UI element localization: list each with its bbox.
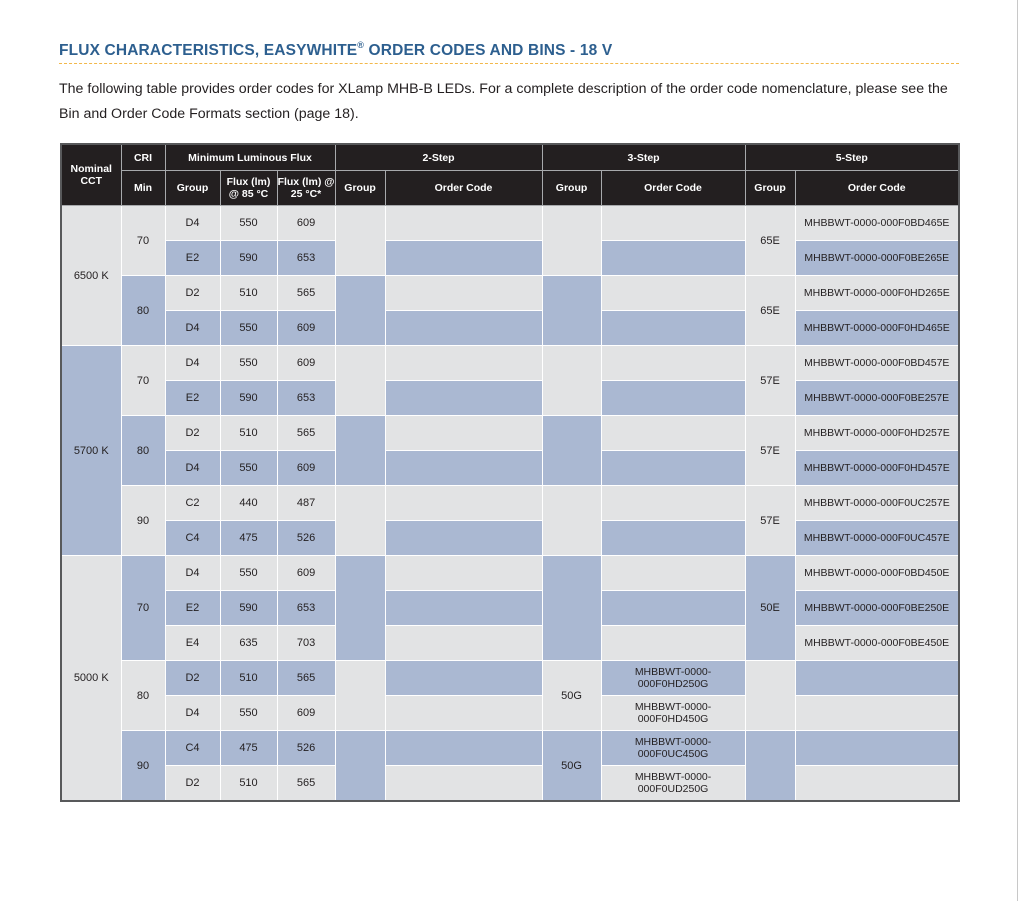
2step-code-cell [385,451,542,486]
header-5-step: 5-Step [745,144,959,171]
flux-group-cell: E4 [165,626,220,661]
2step-code-cell [385,311,542,346]
table-row [61,731,959,766]
table-row [61,661,959,696]
header-row-top [61,144,959,171]
flux-25c-cell: 526 [277,521,335,556]
5step-code-cell: MHBBWT-0000-000F0UC457E [795,521,959,556]
flux-25c-cell: 703 [277,626,335,661]
flux-85c-cell: 475 [220,521,277,556]
5step-code-cell: MHBBWT-0000-000F0HD457E [795,451,959,486]
cri-cell: 90 [121,731,165,802]
flux-group-cell: D2 [165,661,220,696]
title-divider [59,63,959,64]
header-3step-group: Group [542,171,601,206]
table-row [61,451,959,486]
3step-code-cell [601,626,745,661]
5step-group-cell [745,661,795,731]
table-row [61,276,959,311]
registered-mark: ® [357,40,365,50]
2step-group-cell [335,346,385,416]
flux-25c-cell: 487 [277,486,335,521]
cri-cell: 70 [121,346,165,416]
3step-code-cell [601,416,745,451]
header-nominal-cct: Nominal CCT [61,144,121,206]
flux-85c-cell: 475 [220,731,277,766]
flux-85c-cell: 550 [220,346,277,381]
header-cri: CRI [121,144,165,171]
5step-code-cell: MHBBWT-0000-000F0BE250E [795,591,959,626]
5step-code-cell: MHBBWT-0000-000F0BD457E [795,346,959,381]
2step-group-cell [335,731,385,802]
header-2-step: 2-Step [335,144,542,171]
header-5step-group: Group [745,171,795,206]
flux-group-cell: C2 [165,486,220,521]
flux-group-cell: C4 [165,521,220,556]
title-text: FLUX CHARACTERISTICS, EASYWHITE [59,42,358,60]
flux-group-cell: D4 [165,346,220,381]
table-row [61,311,959,346]
2step-code-cell [385,731,542,766]
flux-group-cell: D4 [165,696,220,731]
flux-25c-cell: 609 [277,696,335,731]
header-2step-group: Group [335,171,385,206]
header-flux-25c: Flux (lm) @ 25 °C* [277,171,335,206]
3step-code-cell [601,346,745,381]
5step-code-cell: MHBBWT-0000-000F0BE450E [795,626,959,661]
5step-group-cell: 57E [745,486,795,556]
2step-code-cell [385,276,542,311]
flux-25c-cell: 565 [277,661,335,696]
2step-code-cell [385,241,542,276]
table-row [61,381,959,416]
2step-group-cell [335,486,385,556]
flux-85c-cell: 590 [220,241,277,276]
table-row [61,486,959,521]
3step-code-cell: MHBBWT-0000-000F0UD250G [601,766,745,802]
5step-group-cell [745,731,795,802]
3step-group-cell [542,346,601,416]
5step-group-cell: 50E [745,556,795,661]
5step-code-cell [795,731,959,766]
table-row [61,591,959,626]
flux-group-cell: D4 [165,206,220,241]
flux-25c-cell: 565 [277,766,335,802]
2step-code-cell [385,626,542,661]
flux-group-cell: E2 [165,381,220,416]
5step-code-cell [795,661,959,696]
2step-code-cell [385,556,542,591]
table-row [61,241,959,276]
flux-85c-cell: 550 [220,206,277,241]
2step-group-cell [335,661,385,731]
2step-code-cell [385,416,542,451]
flux-85c-cell: 510 [220,661,277,696]
flux-25c-cell: 609 [277,556,335,591]
flux-group-cell: E2 [165,241,220,276]
5step-code-cell: MHBBWT-0000-000F0BE257E [795,381,959,416]
5step-code-cell [795,766,959,802]
flux-85c-cell: 440 [220,486,277,521]
cri-cell: 70 [121,206,165,276]
flux-85c-cell: 550 [220,696,277,731]
3step-code-cell [601,486,745,521]
intro-paragraph: The following table provides order codes for XLamp MHB-B LEDs. For a complete description of the order code nomenclature, please see the Bin and Order Code Formats section (page 18). [59,81,948,122]
2step-code-cell [385,206,542,241]
flux-25c-cell: 653 [277,381,335,416]
5step-code-cell [795,696,959,731]
flux-group-cell: D2 [165,766,220,802]
table-row [61,556,959,591]
page-edge-rule [1017,0,1018,901]
header-flux-85c: Flux (lm) @ 85 °C [220,171,277,206]
flux-25c-cell: 609 [277,451,335,486]
section-title [59,41,612,60]
2step-group-cell [335,206,385,276]
flux-group-cell: D2 [165,276,220,311]
3step-group-cell: 50G [542,731,601,802]
5step-code-cell: MHBBWT-0000-000F0HD465E [795,311,959,346]
header-min-flux: Minimum Luminous Flux [165,144,335,171]
3step-code-cell [601,381,745,416]
5step-code-cell: MHBBWT-0000-000F0BE265E [795,241,959,276]
5step-code-cell: MHBBWT-0000-000F0HD265E [795,276,959,311]
flux-85c-cell: 590 [220,381,277,416]
flux-group-cell: D4 [165,451,220,486]
2step-code-cell [385,591,542,626]
flux-group-cell: E2 [165,591,220,626]
2step-code-cell [385,346,542,381]
3step-group-cell [542,486,601,556]
3step-code-cell [601,521,745,556]
5step-group-cell: 57E [745,416,795,486]
cri-cell: 70 [121,556,165,661]
cct-cell: 6500 K [61,206,121,346]
cct-cell: 5700 K [61,346,121,556]
flux-group-cell: D2 [165,416,220,451]
flux-group-cell: D4 [165,556,220,591]
flux-25c-cell: 565 [277,276,335,311]
table-row [61,521,959,556]
header-5step-order-code: Order Code [795,171,959,206]
2step-code-cell [385,521,542,556]
flux-85c-cell: 550 [220,311,277,346]
table-row [61,766,959,802]
flux-25c-cell: 609 [277,346,335,381]
header-3step-order-code: Order Code [601,171,745,206]
table-row [61,346,959,381]
order-code-table [60,143,960,802]
3step-code-cell [601,206,745,241]
header-3-step: 3-Step [542,144,745,171]
flux-85c-cell: 510 [220,766,277,802]
2step-code-cell [385,381,542,416]
3step-group-cell [542,416,601,486]
flux-group-cell: C4 [165,731,220,766]
2step-group-cell [335,276,385,346]
flux-25c-cell: 609 [277,311,335,346]
cri-cell: 80 [121,276,165,346]
2step-group-cell [335,416,385,486]
3step-code-cell [601,556,745,591]
5step-group-cell: 57E [745,346,795,416]
flux-85c-cell: 510 [220,416,277,451]
2step-code-cell [385,661,542,696]
3step-code-cell: MHBBWT-0000-000F0HD250G [601,661,745,696]
flux-85c-cell: 550 [220,451,277,486]
cri-cell: 90 [121,486,165,556]
cri-cell: 80 [121,661,165,731]
3step-code-cell [601,451,745,486]
flux-25c-cell: 653 [277,241,335,276]
5step-group-cell: 65E [745,206,795,276]
2step-code-cell [385,766,542,802]
3step-group-cell [542,206,601,276]
order-code-table-wrapper [60,143,958,802]
header-row-sub [61,171,959,206]
3step-code-cell: MHBBWT-0000-000F0UC450G [601,731,745,766]
header-flux-group: Group [165,171,220,206]
title-text-suffix: ORDER CODES AND BINS - 18 V [364,42,613,60]
3step-code-cell [601,591,745,626]
2step-code-cell [385,486,542,521]
cri-cell: 80 [121,416,165,486]
cct-cell: 5000 K [61,556,121,802]
flux-85c-cell: 510 [220,276,277,311]
flux-25c-cell: 565 [277,416,335,451]
5step-group-cell: 65E [745,276,795,346]
3step-group-cell [542,276,601,346]
flux-85c-cell: 550 [220,556,277,591]
5step-code-cell: MHBBWT-0000-000F0BD465E [795,206,959,241]
table-row [61,416,959,451]
header-2step-order-code: Order Code [385,171,542,206]
3step-code-cell: MHBBWT-0000-000F0HD450G [601,696,745,731]
header-cri-min: Min [121,171,165,206]
flux-25c-cell: 653 [277,591,335,626]
flux-85c-cell: 635 [220,626,277,661]
3step-group-cell: 50G [542,661,601,731]
flux-group-cell: D4 [165,311,220,346]
5step-code-cell: MHBBWT-0000-000F0HD257E [795,416,959,451]
table-row [61,696,959,731]
3step-code-cell [601,276,745,311]
2step-code-cell [385,696,542,731]
flux-25c-cell: 526 [277,731,335,766]
flux-25c-cell: 609 [277,206,335,241]
3step-group-cell [542,556,601,661]
5step-code-cell: MHBBWT-0000-000F0UC257E [795,486,959,521]
3step-code-cell [601,311,745,346]
3step-code-cell [601,241,745,276]
table-row [61,626,959,661]
table-row [61,206,959,241]
flux-85c-cell: 590 [220,591,277,626]
5step-code-cell: MHBBWT-0000-000F0BD450E [795,556,959,591]
2step-group-cell [335,556,385,661]
